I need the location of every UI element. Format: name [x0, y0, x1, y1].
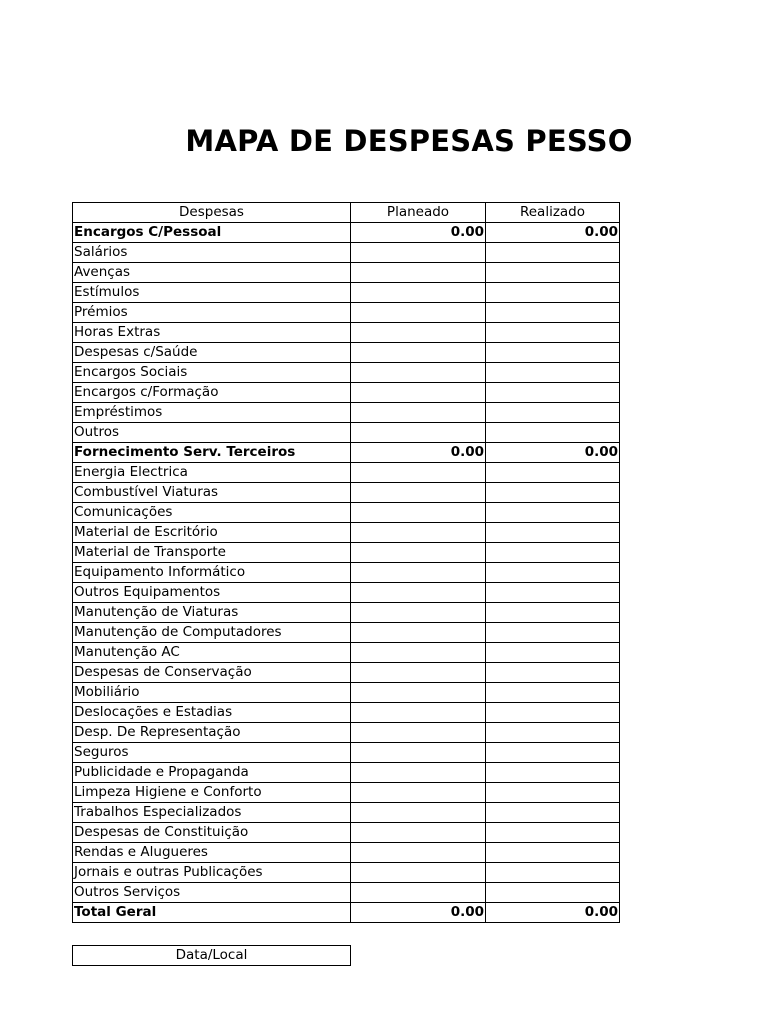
page-title: MAPA DE DESPESAS PESSO: [185, 124, 633, 158]
table-row: [73, 323, 620, 343]
row-label-cell[interactable]: Rendas e Alugueres: [73, 843, 351, 863]
row-planeado-cell[interactable]: [351, 563, 486, 583]
table-row: [73, 383, 620, 403]
row-planeado-cell[interactable]: [351, 323, 486, 343]
table-row: [73, 243, 620, 263]
row-realizado-cell[interactable]: [486, 703, 620, 723]
table-row: [73, 663, 620, 683]
row-planeado-cell[interactable]: [351, 243, 486, 263]
row-label-cell[interactable]: Material de Escritório: [73, 523, 351, 543]
table-row: [73, 783, 620, 803]
row-realizado-cell[interactable]: [486, 303, 620, 323]
row-label-cell[interactable]: Comunicações: [73, 503, 351, 523]
row-planeado-cell[interactable]: 0.00: [351, 443, 486, 463]
row-label-cell[interactable]: Material de Transporte: [73, 543, 351, 563]
row-label-cell[interactable]: Despesas de Constituição: [73, 823, 351, 843]
row-label-cell[interactable]: Energia Electrica: [73, 463, 351, 483]
table-row: [73, 463, 620, 483]
row-realizado-cell[interactable]: [486, 763, 620, 783]
row-realizado-cell[interactable]: 0.00: [486, 903, 620, 923]
table-row: [73, 503, 620, 523]
row-realizado-cell[interactable]: 0.00: [486, 223, 620, 243]
header-realizado[interactable]: Realizado: [486, 203, 620, 223]
row-realizado-cell[interactable]: [486, 463, 620, 483]
row-label-cell[interactable]: Limpeza Higiene e Conforto: [73, 783, 351, 803]
table-row: [73, 883, 620, 903]
row-planeado-cell[interactable]: [351, 783, 486, 803]
row-label-cell[interactable]: Encargos c/Formação: [73, 383, 351, 403]
expenses-table-body: [73, 203, 620, 923]
row-realizado-cell[interactable]: [486, 263, 620, 283]
row-realizado-cell[interactable]: [486, 543, 620, 563]
row-label-cell[interactable]: Manutenção de Viaturas: [73, 603, 351, 623]
row-realizado-cell[interactable]: [486, 563, 620, 583]
table-row: [73, 523, 620, 543]
table-row: [73, 283, 620, 303]
row-label-cell[interactable]: Equipamento Informático: [73, 563, 351, 583]
row-label-cell[interactable]: Publicidade e Propaganda: [73, 763, 351, 783]
table-row: [73, 863, 620, 883]
row-planeado-cell[interactable]: [351, 403, 486, 423]
header-despesas[interactable]: Despesas: [73, 203, 351, 223]
row-label-cell[interactable]: Salários: [73, 243, 351, 263]
row-planeado-cell[interactable]: [351, 463, 486, 483]
row-label-cell[interactable]: Mobiliário: [73, 683, 351, 703]
footer-table: [72, 945, 351, 966]
row-realizado-cell[interactable]: [486, 603, 620, 623]
row-realizado-cell[interactable]: [486, 323, 620, 343]
row-planeado-cell[interactable]: [351, 483, 486, 503]
row-realizado-cell[interactable]: [486, 523, 620, 543]
row-planeado-cell[interactable]: [351, 603, 486, 623]
row-planeado-cell[interactable]: [351, 263, 486, 283]
row-label-cell[interactable]: Desp. De Representação: [73, 723, 351, 743]
row-label-cell[interactable]: Deslocações e Estadias: [73, 703, 351, 723]
row-planeado-cell[interactable]: [351, 343, 486, 363]
row-planeado-cell[interactable]: [351, 723, 486, 743]
row-planeado-cell[interactable]: [351, 643, 486, 663]
table-row: [73, 903, 620, 923]
row-realizado-cell[interactable]: [486, 243, 620, 263]
table-row: [73, 583, 620, 603]
row-realizado-cell[interactable]: [486, 883, 620, 903]
row-planeado-cell[interactable]: [351, 663, 486, 683]
row-label-cell[interactable]: Manutenção de Computadores: [73, 623, 351, 643]
table-row: [73, 403, 620, 423]
row-planeado-cell[interactable]: [351, 703, 486, 723]
row-realizado-cell[interactable]: [486, 843, 620, 863]
row-planeado-cell[interactable]: [351, 383, 486, 403]
row-realizado-cell[interactable]: [486, 383, 620, 403]
row-realizado-cell[interactable]: [486, 823, 620, 843]
header-planeado[interactable]: Planeado: [351, 203, 486, 223]
footer-row: [73, 946, 351, 966]
table-header-row: [73, 203, 620, 223]
table-row: [73, 603, 620, 623]
row-planeado-cell[interactable]: [351, 583, 486, 603]
table-row: [73, 643, 620, 663]
row-planeado-cell[interactable]: 0.00: [351, 223, 486, 243]
data-local-cell[interactable]: Data/Local: [73, 946, 351, 966]
table-row: [73, 263, 620, 283]
table-row: [73, 483, 620, 503]
row-realizado-cell[interactable]: [486, 783, 620, 803]
row-planeado-cell[interactable]: [351, 303, 486, 323]
row-planeado-cell[interactable]: [351, 363, 486, 383]
row-realizado-cell[interactable]: [486, 503, 620, 523]
row-label-cell[interactable]: Outros Equipamentos: [73, 583, 351, 603]
row-realizado-cell[interactable]: [486, 683, 620, 703]
row-label-cell[interactable]: Total Geral: [73, 903, 351, 923]
row-realizado-cell[interactable]: [486, 483, 620, 503]
row-label-cell[interactable]: Empréstimos: [73, 403, 351, 423]
row-realizado-cell[interactable]: [486, 423, 620, 443]
table-row: [73, 363, 620, 383]
row-planeado-cell[interactable]: [351, 543, 486, 563]
table-row: [73, 723, 620, 743]
row-realizado-cell[interactable]: [486, 283, 620, 303]
table-row: [73, 623, 620, 643]
row-planeado-cell[interactable]: [351, 843, 486, 863]
table-row: [73, 843, 620, 863]
row-label-cell[interactable]: Seguros: [73, 743, 351, 763]
table-row: [73, 423, 620, 443]
row-label-cell[interactable]: Estímulos: [73, 283, 351, 303]
row-label-cell[interactable]: Avenças: [73, 263, 351, 283]
row-realizado-cell[interactable]: [486, 623, 620, 643]
row-realizado-cell[interactable]: [486, 643, 620, 663]
table-row: [73, 823, 620, 843]
table-row: [73, 343, 620, 363]
row-planeado-cell[interactable]: [351, 863, 486, 883]
row-planeado-cell[interactable]: [351, 823, 486, 843]
table-row: [73, 303, 620, 323]
table-row: [73, 563, 620, 583]
row-planeado-cell[interactable]: 0.00: [351, 903, 486, 923]
row-realizado-cell[interactable]: [486, 583, 620, 603]
row-label-cell[interactable]: Fornecimento Serv. Terceiros: [73, 443, 351, 463]
row-label-cell[interactable]: Jornais e outras Publicações: [73, 863, 351, 883]
row-planeado-cell[interactable]: [351, 883, 486, 903]
row-planeado-cell[interactable]: [351, 503, 486, 523]
table-row: [73, 223, 620, 243]
row-realizado-cell[interactable]: [486, 663, 620, 683]
expenses-table: [72, 202, 620, 923]
table-row: [73, 763, 620, 783]
table-row: [73, 683, 620, 703]
table-row: [73, 703, 620, 723]
row-realizado-cell[interactable]: [486, 723, 620, 743]
row-label-cell[interactable]: Trabalhos Especializados: [73, 803, 351, 823]
row-planeado-cell[interactable]: [351, 423, 486, 443]
row-realizado-cell[interactable]: [486, 863, 620, 883]
row-planeado-cell[interactable]: [351, 803, 486, 823]
row-realizado-cell[interactable]: [486, 343, 620, 363]
row-planeado-cell[interactable]: [351, 283, 486, 303]
row-planeado-cell[interactable]: [351, 683, 486, 703]
row-planeado-cell[interactable]: [351, 763, 486, 783]
row-planeado-cell[interactable]: [351, 743, 486, 763]
row-realizado-cell[interactable]: [486, 743, 620, 763]
table-row: [73, 543, 620, 563]
row-label-cell[interactable]: Encargos Sociais: [73, 363, 351, 383]
row-realizado-cell[interactable]: 0.00: [486, 443, 620, 463]
table-row: [73, 443, 620, 463]
row-label-cell[interactable]: Encargos C/Pessoal: [73, 223, 351, 243]
row-label-cell[interactable]: Despesas c/Saúde: [73, 343, 351, 363]
row-realizado-cell[interactable]: [486, 403, 620, 423]
table-row: [73, 803, 620, 823]
table-row: [73, 743, 620, 763]
row-realizado-cell[interactable]: [486, 803, 620, 823]
row-planeado-cell[interactable]: [351, 523, 486, 543]
row-label-cell[interactable]: Outros: [73, 423, 351, 443]
row-label-cell[interactable]: Despesas de Conservação: [73, 663, 351, 683]
row-label-cell[interactable]: Prémios: [73, 303, 351, 323]
row-label-cell[interactable]: Horas Extras: [73, 323, 351, 343]
row-label-cell[interactable]: Outros Serviços: [73, 883, 351, 903]
row-planeado-cell[interactable]: [351, 623, 486, 643]
row-label-cell[interactable]: Manutenção AC: [73, 643, 351, 663]
row-label-cell[interactable]: Combustível Viaturas: [73, 483, 351, 503]
row-realizado-cell[interactable]: [486, 363, 620, 383]
